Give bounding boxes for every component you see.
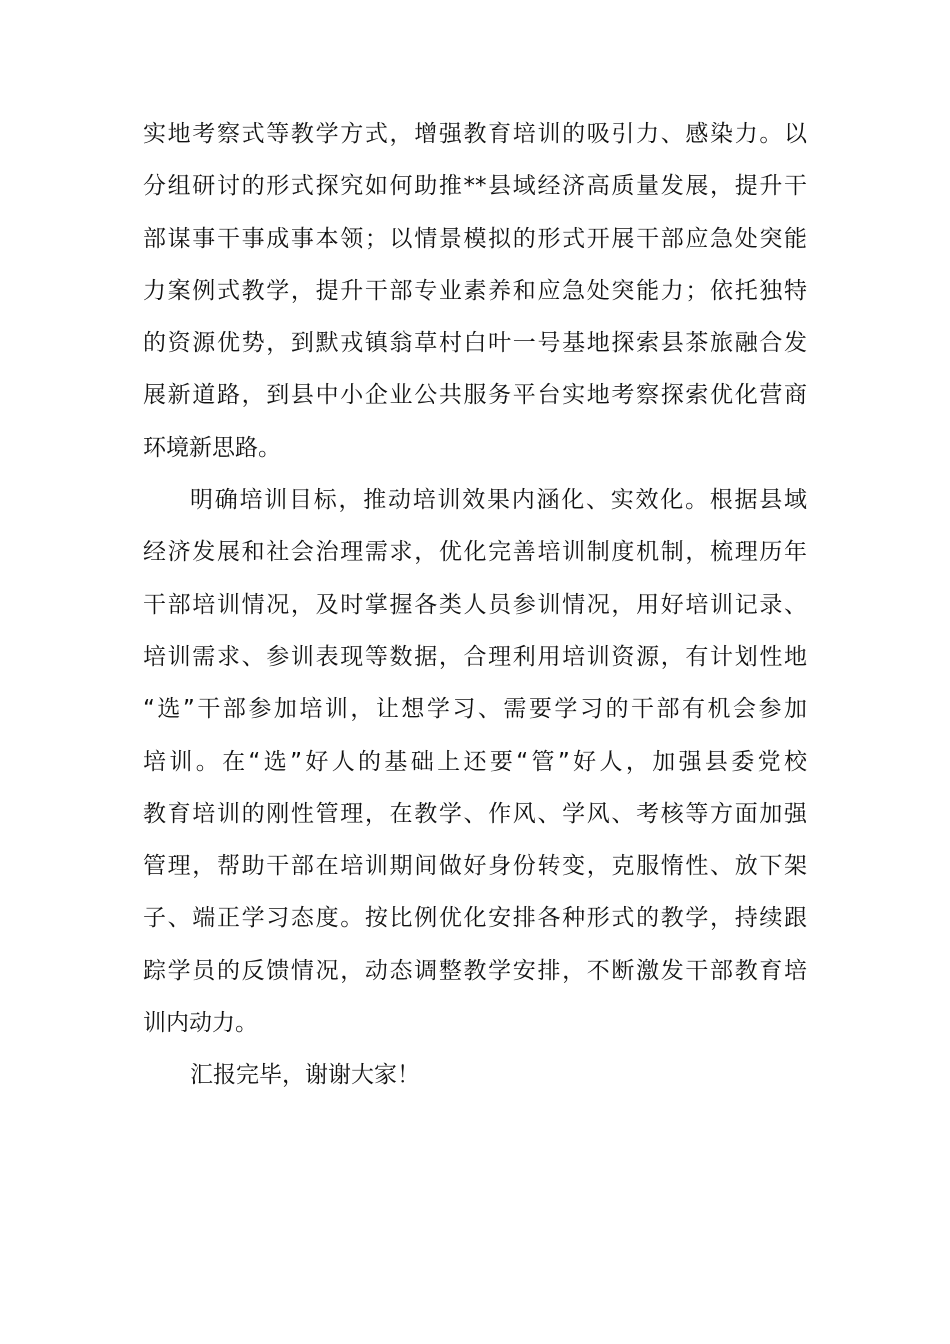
text-line: 环境新思路。 [143,434,281,461]
text-line: 经济发展和社会治理需求，优化完善培训制度机制，梳理历年 [143,539,807,566]
text-line: 实地考察式等教学方式，增强教育培训的吸引力、感染力。以 [143,121,807,147]
text-line: 明确培训目标，推动培训效果内涵化、实效化。根据县域 [190,487,807,514]
text-line: 力案例式教学，提升干部专业素养和应急处突能力；依托独特 [143,277,807,304]
text-line: 的资源优势，到默戎镇翁草村白叶一号基地探索县茶旅融合发 [143,330,807,357]
text-line: 干部培训情况，及时掌握各类人员参训情况，用好培训记录、 [143,591,807,618]
text-line: 子、端正学习态度。按比例优化安排各种形式的教学，持续跟 [143,905,807,932]
text-line: 培训。在“选”好人的基础上还要“管”好人，加强县委党校 [143,748,807,775]
paragraph-teaching-methods [143,108,807,474]
document-body [143,108,807,1102]
closing-line: 汇报完毕，谢谢大家！ [190,1062,420,1089]
text-line: 训内动力。 [143,1010,258,1037]
text-line: 展新道路，到县中小企业公共服务平台实地考察探索优化营商 [143,382,807,409]
text-line: 管理，帮助干部在培训期间做好身份转变，克服惰性、放下架 [143,853,807,880]
text-line: 分组研讨的形式探究如何助推**县域经济高质量发展，提升干 [143,173,807,200]
text-line: 踪学员的反馈情况，动态调整教学安排，不断激发干部教育培 [143,957,807,984]
paragraph-training-goals [143,474,807,1049]
text-line: 部谋事干事成事本领；以情景模拟的形式开展干部应急处突能 [143,225,807,252]
text-line: “选”干部参加培训，让想学习、需要学习的干部有机会参加 [143,696,807,723]
paragraph-closing [143,1049,807,1101]
text-line: 培训需求、参训表现等数据，合理利用培训资源，有计划性地 [143,643,807,670]
text-line: 教育培训的刚性管理，在教学、作风、学风、考核等方面加强 [143,800,807,827]
